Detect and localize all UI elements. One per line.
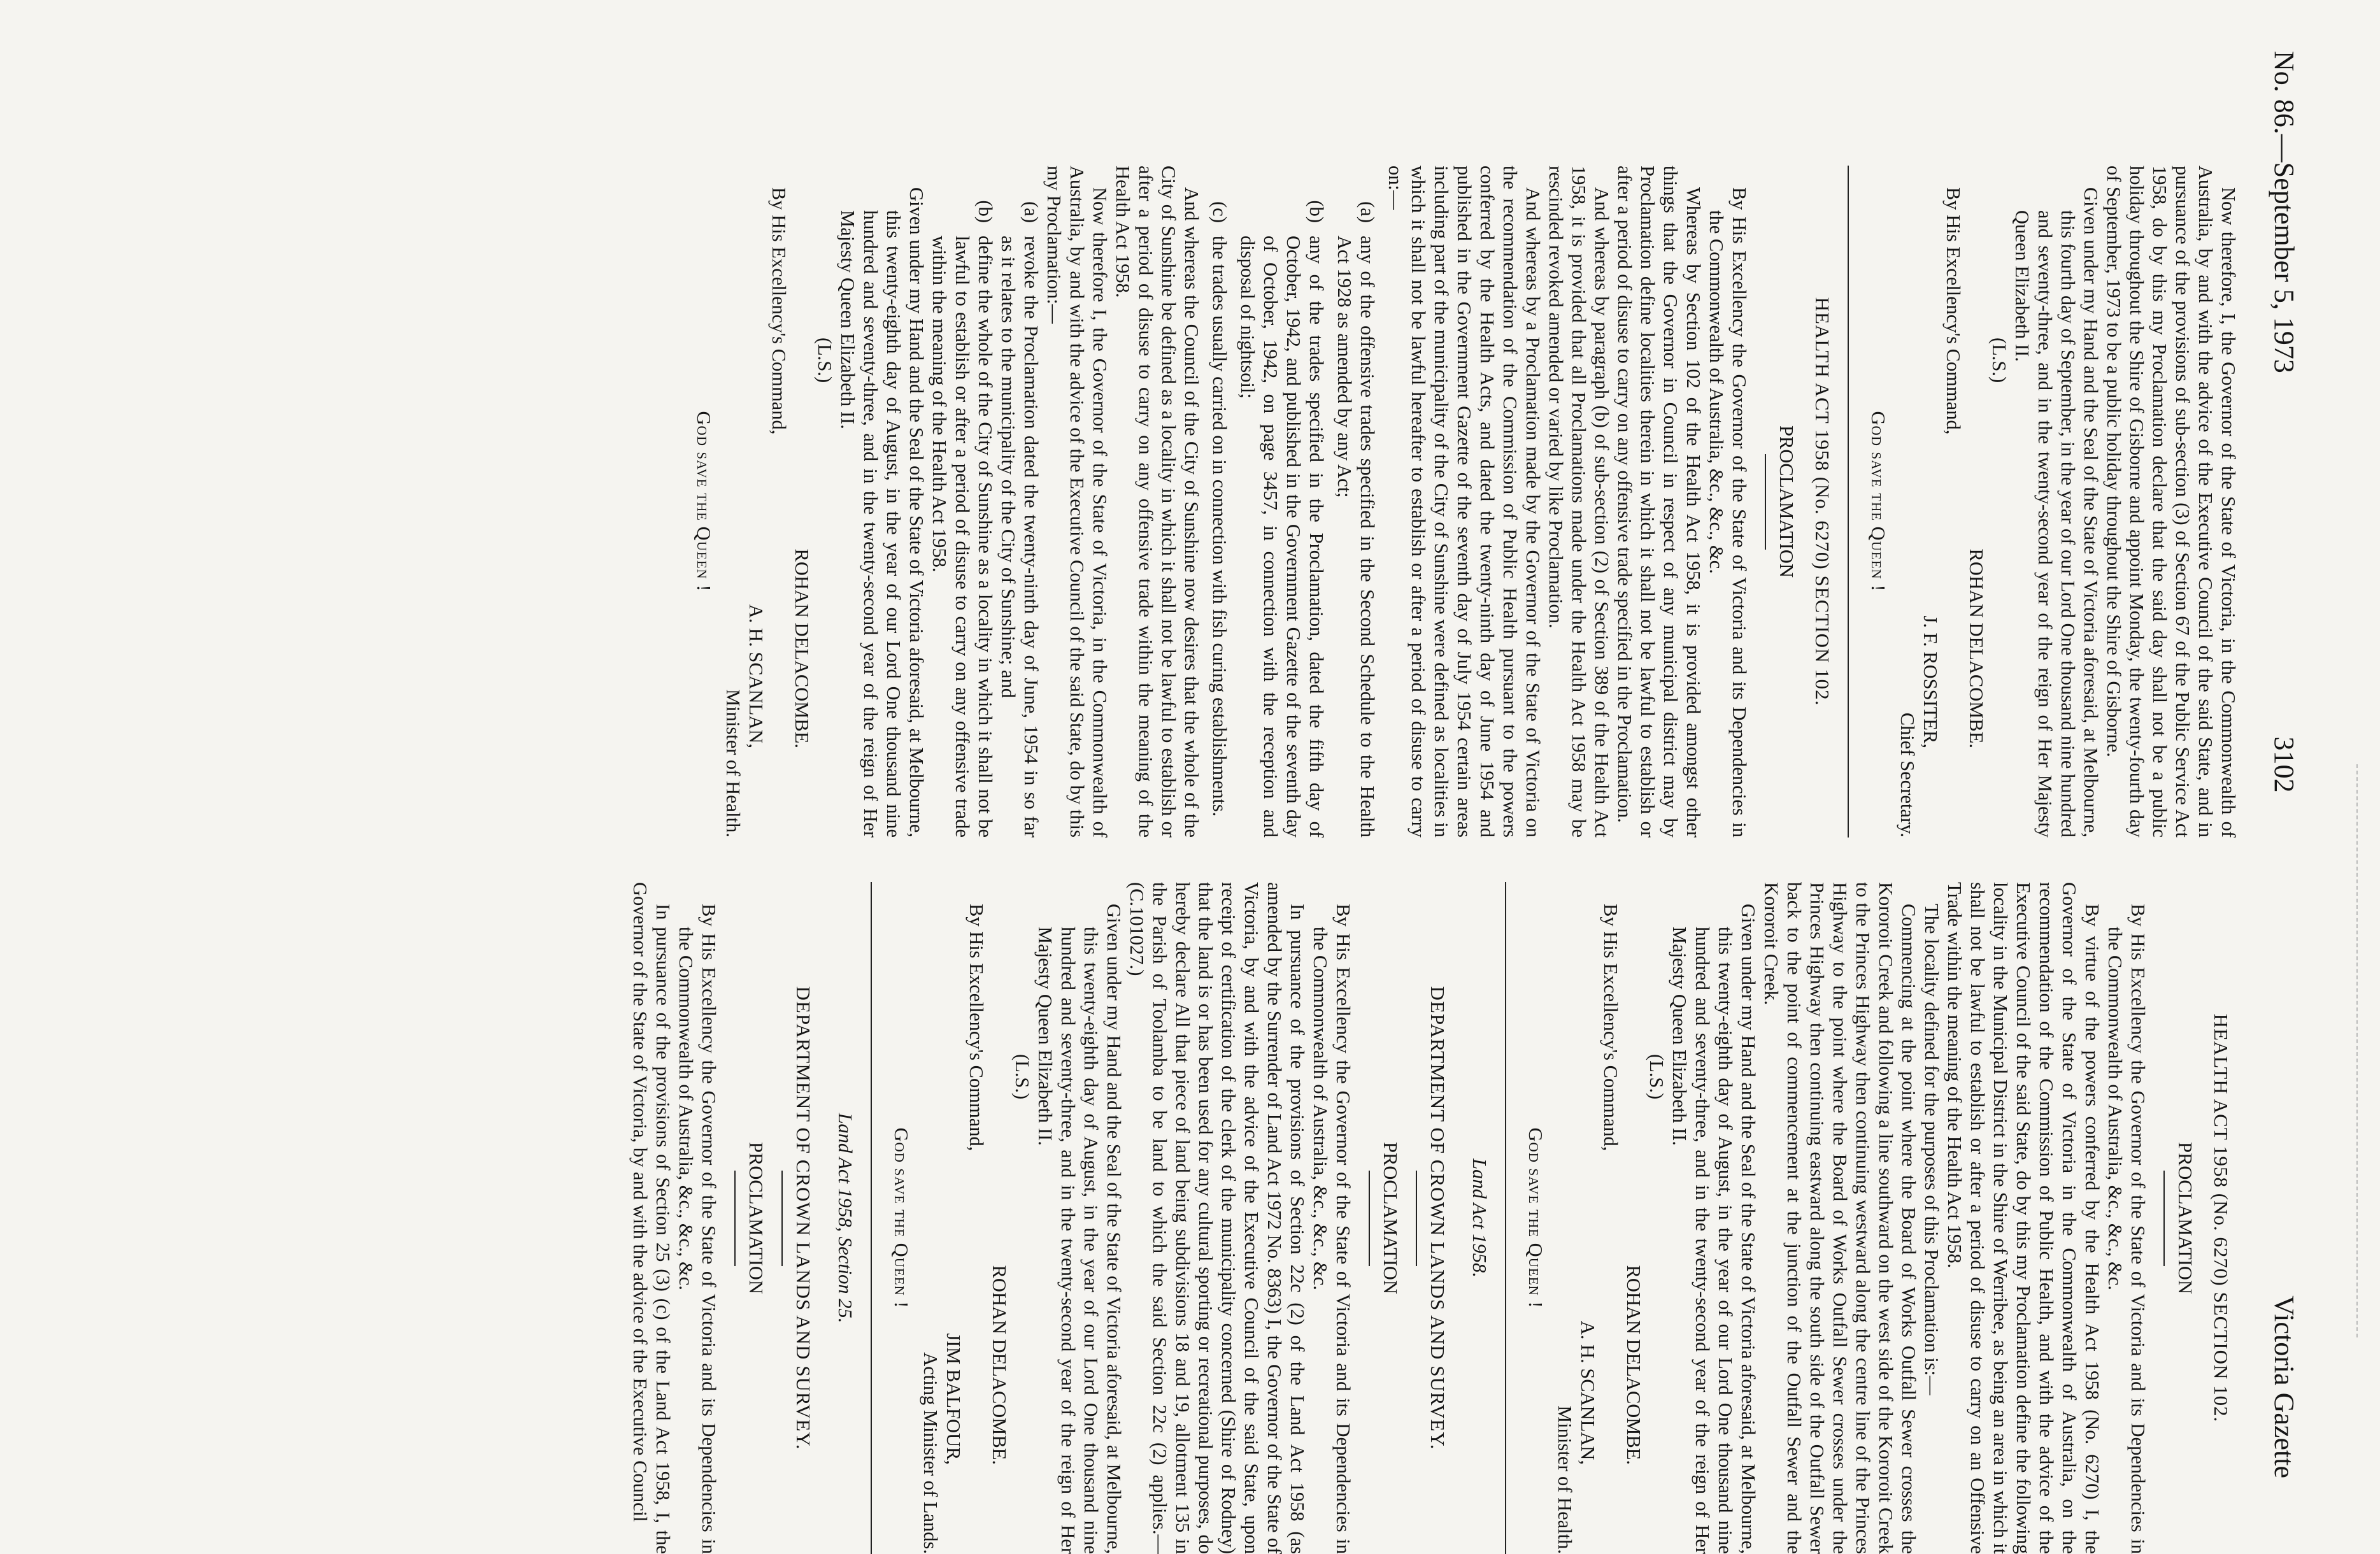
paragraph: Given under my Hand and the Seal of the State of Victoria aforesaid, at Melbourne, this twenty-eighth day of August, in the year of our Lord One thousand nine hundred and seventy-three, and in the twenty-second year of the reign of Her Majesty Queen Elizabeth II. xyxy=(1669,904,1759,1554)
proclamation-title: PROCLAMATION xyxy=(1379,1142,1401,1294)
right-column xyxy=(49,882,2240,1554)
page-number: 3102 xyxy=(2269,736,2300,793)
minister-title: Chief Secretary. xyxy=(1897,712,1918,838)
list-item: (a) any of the offensive trades specified in the Second Schedule to the Health Act 1928 as amended by any Act; xyxy=(1334,201,1378,838)
paragraph: Given under my Hand and the Seal of the State of Victoria aforesaid, at Melbourne, this twenty-eighth day of August, in the year of our Lord One thousand nine hundred and seventy-three, and in the twenty-second year of the reign of Her Majesty Queen Elizabeth II. xyxy=(837,187,927,838)
scan-edge-noise xyxy=(2356,764,2377,1337)
paragraph: By His Excellency the Governor of the State of Victoria and its Dependencies in the Commonwealth of Australia, &c., &c., &c. xyxy=(1706,187,1750,838)
divider xyxy=(1505,882,1506,1554)
minister-signature: J. F. ROSSITER, xyxy=(1920,615,1941,748)
list-item: (b) define the whole of the City of Sunshine as a locality in which it shall not be lawful to establish or after a period of disuse to carry on any offensive trade within the meaning of the Health Act 1958. xyxy=(929,200,996,838)
issue-date: No. 86.—September 5, 1973 xyxy=(2269,51,2300,373)
god-save-the-queen: God save the Queen ! xyxy=(693,411,715,592)
list-item: (b) any of the trades specified in the Proclamation, dated the fifth day of October, 1942, and published in the Government Gazette of the seventh day of October, 1942, on page 3457, in connection with the reception and disposal of nightsoil; xyxy=(1237,200,1327,838)
paragraph: In pursuance of the provisions of Section 25 (3) (c) of the Land Act 1958, I, the Governor of the State of Victoria, by and with the advice of the Executive Council xyxy=(629,882,674,1554)
paragraph: By His Excellency the Governor of the State of Victoria and its Dependencies in the Commonwealth of Australia, &c., &c., &c. xyxy=(2104,904,2149,1554)
paragraph: By His Excellency the Governor of the State of Victoria and its Dependencies in the Commonwealth of Australia, &c., &c., &c. xyxy=(675,904,720,1554)
command-line: By His Excellency's Command, xyxy=(966,904,987,1151)
paragraph: In pursuance of the provisions of Section 22c (2) of the Land Act 1958 (as amended by the Surrender of Land Act 1972 No. 8363) I, the Governor of the State of Victoria, by and with the advice of the Executive Council of the said State, upon receipt of certification of the clerk of the municipality concerned (Shire of Rodney) that the land is or has been used for any cultural sporting or recreational purposes, do hereby declare All that piece of land being subdivisions 18 and 19, allotment 135 in the Parish of Toolamba to be land to which the said Section 22c (2) applies.—(C.101027.) xyxy=(1126,882,1308,1554)
proclamation-title: PROCLAMATION xyxy=(745,1142,767,1294)
proclamation-title: PROCLAMATION xyxy=(2174,1142,2196,1294)
paragraph: Given under my Hand and the Seal of the State of Victoria aforesaid, at Melbourne, this twenty-eighth day of August, in the year of our Lord One thousand nine hundred and seventy-three, and in the twenty-second year of the reign of Her Majesty Queen Elizabeth II. xyxy=(1034,904,1125,1554)
paragraph: Whereas by Section 102 of the Health Act 1958, it is provided amongst other things that the Governor in Council in respect of any municipal district may by Proclamation define localities therein in which it shall not be lawful to establish or after a period of disuse to carry on any offensive trade specified in the Proclamation. xyxy=(1614,166,1704,838)
department-heading: DEPARTMENT OF CROWN LANDS AND SURVEY. xyxy=(792,986,815,1450)
minister-title: Minister of Health. xyxy=(1554,1406,1576,1554)
god-save-the-queen: God save the Queen ! xyxy=(890,1127,912,1309)
minister-signature: A. H. SCANLAN, xyxy=(745,604,767,748)
governor-signature: ROHAN DELACOMBE. xyxy=(1965,548,1987,748)
seal-mark: (L.S.) xyxy=(1988,338,2010,383)
section-heading: HEALTH ACT 1958 (No. 6270) SECTION 102. xyxy=(1811,297,1834,706)
god-save-the-queen: God save the Queen ! xyxy=(1867,411,1889,592)
command-line: By His Excellency's Command, xyxy=(768,187,790,435)
divider xyxy=(1848,166,1849,838)
seal-mark: (L.S.) xyxy=(1646,1054,1667,1100)
divider xyxy=(1416,1171,1417,1266)
proclamation-title: PROCLAMATION xyxy=(1776,425,1797,578)
divider xyxy=(2163,1171,2165,1266)
paragraph: Now therefore, I, the Governor of the State of Victoria, in the Commonwealth of Australia, by and with the advice of the Executive Council of the said State, and in pursuance of the provisions of sub-section (3) of Section 67 of the Public Service Act 1958, do by this my Proclamation declare that the said day shall not be a public holiday throughout the Shire of Gisborne and appoint Monday, the twenty-fourth day of September, 1973 to be a public holiday throughout the Shire of Gisborne. xyxy=(2103,166,2239,838)
paragraph: And whereas by a Proclamation made by the Governor of the State of Victoria on the recommendation of the Commission of Public Health pursuant to the powers conferred by the Health Acts, and dated the twenty-ninth day of June 1954 and published in the Government Gazette of the seventh day of July 1954 certain areas including part of the municipality of the City of Sunshine were defined as localities in which it shall not be lawful hereafter to establish or after a period of disuse to carry on:— xyxy=(1385,166,1544,838)
paragraph: Given under my Hand and the Seal of the State of Victoria aforesaid, at Melbourne, this fourth day of September, in the year of our Lord One thousand nine hundred and seventy-three, and in the twenty-second year of the reign of Her Majesty Queen Elizabeth II. xyxy=(2011,187,2102,838)
paragraph: Commencing at the point where the Board of Works Outfall Sewer crosses the Kororoit Creek and following a line southward on the west side of the Kororoit Creek to the Princes Highway then continuing westward along the centre line of the Princes Highway to the point where the Board of Works Outfall Sewer crosses under the Princes Highway then continuing eastward along the south side of the Outfall Sewer back to the point of commencement at the junction of the Outfall Sewer and the Kororoit Creek. xyxy=(1760,882,1920,1554)
god-save-the-queen: God save the Queen ! xyxy=(1525,1127,1546,1309)
command-line: By His Excellency's Command, xyxy=(1942,187,1964,435)
governor-signature: ROHAN DELACOMBE. xyxy=(988,1265,1010,1465)
governor-signature: ROHAN DELACOMBE. xyxy=(791,548,813,748)
act-reference: Land Act 1958, Section 25. xyxy=(834,1113,856,1323)
department-heading: DEPARTMENT OF CROWN LANDS AND SURVEY. xyxy=(1427,986,1449,1450)
paragraph: And whereas by paragraph (b) of sub-section (2) of Section 389 of the Health Act 1958, it is provided that all Proclamations made under the Health Act 1958 may be rescinded revoked amended or varied by like Proclamation. xyxy=(1545,166,1613,838)
command-line: By His Excellency's Command, xyxy=(1600,904,1621,1151)
seal-mark: (L.S.) xyxy=(814,338,836,383)
left-column xyxy=(49,166,2240,838)
act-reference: Land Act 1958. xyxy=(1469,1158,1490,1278)
divider xyxy=(781,1171,783,1266)
minister-signature: JIM BALFOUR, xyxy=(943,1333,964,1465)
minister-title: Acting Minister of Lands. xyxy=(920,1352,941,1554)
seal-mark: (L.S.) xyxy=(1011,1054,1033,1100)
governor-signature: ROHAN DELACOMBE. xyxy=(1623,1265,1644,1465)
publication-title: Victoria Gazette xyxy=(2269,1295,2300,1478)
paragraph: The locality defined for the purposes of this Proclamation is:— xyxy=(1921,904,1942,1395)
divider xyxy=(1765,454,1766,550)
divider xyxy=(734,1171,736,1266)
paragraph: By virtue of the powers conferred by the Health Act 1958 (No. 6270) I, the Governor of the State of Victoria in the Commonwealth of Australia, on the recommendation of the Commission of Public Health, and with the advice of the Executive Council of the said State, do by this my Proclamation define the following locality in the Municipal District in the Shire of Werribee, as being an area in which it shall not be lawful to establish or after a period of disuse to carry on an Offensive Trade within the meaning of the Health Act 1958. xyxy=(1944,882,2103,1554)
paragraph: And whereas the Council of the City of Sunshine now desires that the whole of the City of Sunshine be defined as a locality in which it shall not be lawful to establish or after a period of disuse to carry on any offensive trade within the meaning of the Health Act 1958. xyxy=(1112,166,1202,838)
section-heading: HEALTH ACT 1958 (No. 6270) SECTION 102. xyxy=(2210,1013,2232,1423)
divider xyxy=(1369,1171,1370,1266)
list-item: (c) the trades usually carried on in connection with fish curing establishments. xyxy=(1209,201,1230,817)
divider xyxy=(871,882,872,1554)
list-item: (a) revoke the Proclamation dated the twenty-ninth day of June, 1954 in so far as it relates to the municipality of the City of Sunshine; and xyxy=(997,201,1042,838)
paragraph: By His Excellency the Governor of the State of Victoria and its Dependencies in the Commonwealth of Australia, &c., &c., &c. xyxy=(1309,904,1354,1554)
minister-signature: A. H. SCANLAN, xyxy=(1577,1320,1599,1465)
minister-title: Minister of Health. xyxy=(722,689,744,838)
paragraph: Now therefore I, the Governor of the State of Victoria, in the Commonwealth of Australia, by and with the advice of the Executive Council of the said State, do by this my Proclamation:— xyxy=(1043,166,1111,838)
running-head xyxy=(2256,51,2300,1478)
